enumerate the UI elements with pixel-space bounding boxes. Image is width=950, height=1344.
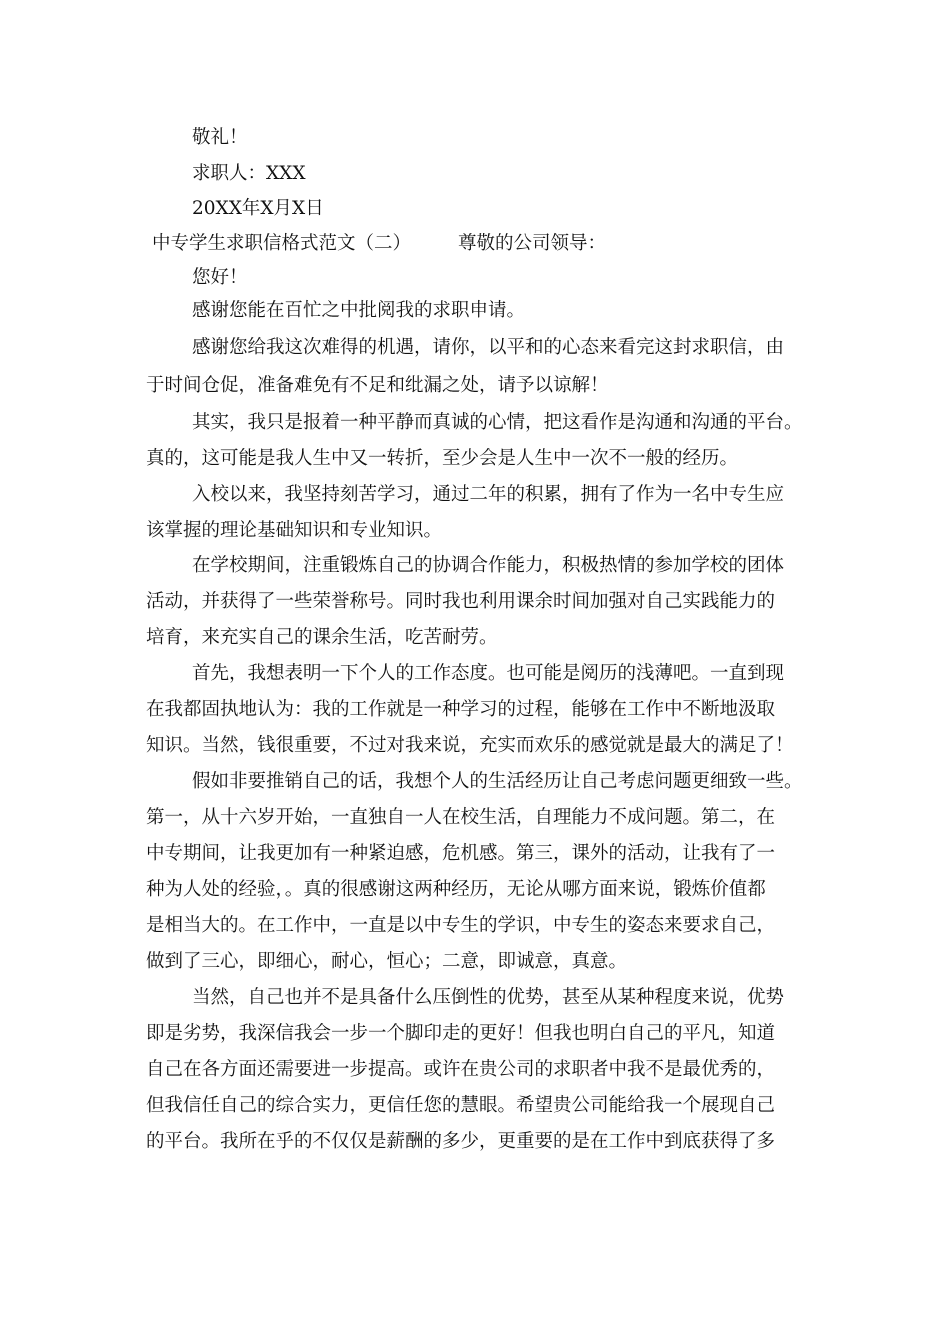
body-line: 种为人处的经验，。真的很感谢这两种经历，无论从哪方面来说，锻炼价值都 (146, 879, 766, 900)
body-line: 于时间仓促，准备难免有不足和纰漏之处，请予以谅解！ (146, 375, 609, 396)
body-line: 其实，我只是报着一种平静而真诚的心情，把这看作是沟通和沟通的平台。 (192, 412, 803, 433)
body-line: 当然，自己也并不是具备什么压倒性的优势，甚至从某种程度来说，优势 (192, 987, 785, 1008)
body-line: 培育，来充实自己的课余生活，吃苦耐劳。 (146, 627, 498, 648)
body-line: 即是劣势，我深信我会一步一个脚印走的更好！但我也明白自己的平凡，知道 (146, 1023, 776, 1044)
body-line: 入校以来，我坚持刻苦学习，通过二年的积累，拥有了作为一名中专生应 (192, 484, 785, 505)
body-line: 自己在各方面还需要进一步提高。或许在贵公司的求职者中我不是最优秀的， (146, 1059, 776, 1080)
body-line: 假如非要推销自己的话，我想个人的生活经历让自己考虑问题更细致一些。 (192, 771, 803, 792)
body-line: 感谢您能在百忙之中批阅我的求职申请。 (192, 300, 526, 321)
body-line: 中专期间，让我更加有一种紧迫感，危机感。第三，课外的活动，让我有了一 (146, 843, 776, 864)
date-text: 20XX年X月X日 (192, 198, 324, 219)
signature-text: 求职人：XXX (192, 163, 306, 184)
greeting-text: 您好！ (192, 267, 248, 288)
body-line: 知识。当然，钱很重要，不过对我来说，充实而欢乐的感觉就是最大的满足了！ (146, 735, 794, 756)
closing-text: 敬礼！ (192, 127, 248, 148)
body-line: 是相当大的。在工作中，一直是以中专生的学识，中专生的姿态来要求自己， (146, 915, 776, 936)
salutation-text: 尊敬的公司领导： (458, 233, 607, 254)
body-line: 真的，这可能是我人生中又一转折，至少会是人生中一次不一般的经历。 (146, 448, 739, 469)
body-line: 活动，并获得了一些荣誉称号。同时我也利用课余时间加强对自己实践能力的 (146, 591, 776, 612)
body-line: 首先，我想表明一下个人的工作态度。也可能是阅历的浅薄吧。一直到现 (192, 663, 785, 684)
body-line: 该掌握的理论基础知识和专业知识。 (146, 520, 443, 541)
section-title: 中专学生求职信格式范文（二） (152, 233, 412, 254)
body-line: 在我都固执地认为：我的工作就是一种学习的过程，能够在工作中不断地汲取 (146, 699, 776, 720)
body-line: 感谢您给我这次难得的机遇，请你，以平和的心态来看完这封求职信，由 (192, 337, 785, 358)
body-line: 但我信任自己的综合实力，更信任您的慧眼。希望贵公司能给我一个展现自己 (146, 1095, 776, 1116)
body-line: 做到了三心，即细心，耐心，恒心；二意，即诚意，真意。 (146, 951, 628, 972)
body-line: 第一，从十六岁开始，一直独自一人在校生活，自理能力不成问题。第二，在 (146, 807, 776, 828)
body-line: 的平台。我所在乎的不仅仅是薪酬的多少，更重要的是在工作中到底获得了多 (146, 1131, 776, 1152)
body-line: 在学校期间，注重锻炼自己的协调合作能力，积极热情的参加学校的团体 (192, 555, 785, 576)
